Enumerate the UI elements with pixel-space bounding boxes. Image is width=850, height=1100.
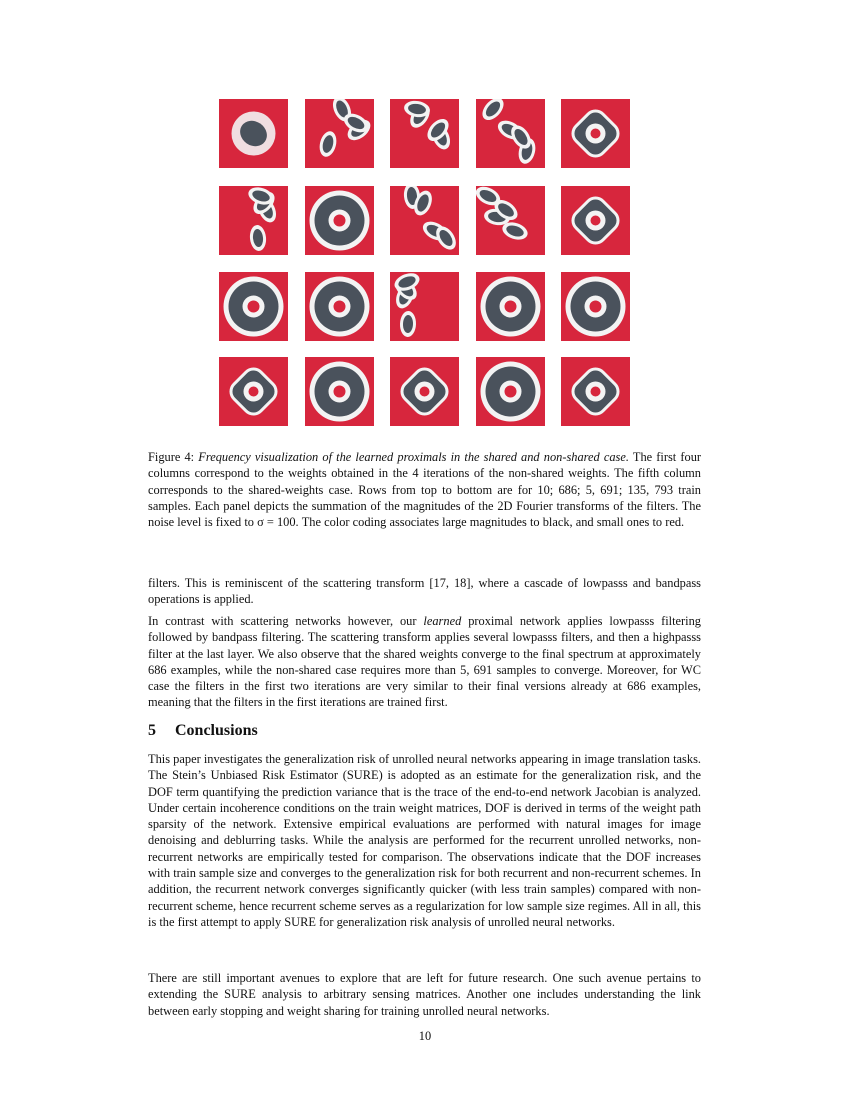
frequency-panel-r1-c4 [476, 99, 545, 168]
section-number: 5 [148, 722, 156, 739]
frequency-panel-r4-c5 [561, 357, 630, 426]
page-number: 10 [418, 1029, 432, 1043]
frequency-panel-r2-c5 [561, 186, 630, 255]
figure-caption [148, 449, 701, 530]
section-heading [148, 722, 258, 740]
caption-body: The first four columns correspond to the weights obtained in the 4 iterations of the non-shared weights. The fifth column corresponds to the shared-weights case. Rows from top to bottom are for 10; 686; 5, 691; 135, 793 train samples. Each panel depicts the summation of the magnitudes of the 2D Fourier transforms of the filters. The noise level is fixed to σ = 100. The color coding associates large magnitudes to black, and small ones to red. [148, 450, 702, 530]
frequency-panel-r2-c4 [476, 186, 545, 255]
paragraph-contrast [148, 613, 701, 711]
frequency-panel-r4-c3 [390, 357, 459, 426]
frequency-panel-r4-c2 [305, 357, 374, 426]
frequency-panel-r2-c3 [390, 186, 459, 255]
frequency-panel-r3-c5 [561, 272, 630, 341]
frequency-panel-r4-c1 [219, 357, 288, 426]
frequency-panel-r2-c1 [219, 186, 288, 255]
caption-title: Frequency visualization of the learned proximals in the shared and non-shared case. [198, 450, 629, 464]
paragraph-contrast-end: proximal network applies lowpasss filtering followed by bandpass filtering. The scattering transform applies several lowpasss filters, and then a highpasss filter at the last layer. We also observe that the shared weights converge to the final spectrum at approximately 686 examples, while the non-shared case requires more than 5, 691 samples to converge. Moreover, for WC case the filters in the first two iterations are very similar to their final versions already at 686 examples, meaning that the filters in the first iterations are trained first. [148, 614, 701, 710]
frequency-panel-r4-c4 [476, 357, 545, 426]
frequency-panel-r2-c2 [305, 186, 374, 255]
frequency-panel-r1-c2 [305, 99, 374, 168]
frequency-panel-r1-c1 [219, 99, 288, 168]
paragraph-scattering: filters. This is reminiscent of the scattering transform [17, 18], where a cascade of lowpasss and bandpass operations is applied. [148, 576, 701, 607]
section-title: Conclusions [175, 722, 258, 739]
frequency-panel-r3-c4 [476, 272, 545, 341]
frequency-panel-r1-c5 [561, 99, 630, 168]
paragraph-conclusions: This paper investigates the generalization risk of unrolled neural networks appearing in image translation tasks. The Stein’s Unbiased Risk Estimator (SURE) is adopted as an estimate for the generalization risk, and the DOF term quantifying the prediction variance that is the trace of the end-to-end network Jacobian is analyzed. Under certain incoherence conditions on the train weight matrices, DOF is derived in terms of the weight path sparsity of the network. Extensive empirical evaluations are performed with natural images for image denoising and deblurring tasks. While the analysis are performed for the recurrent unrolled networks, non-recurrent networks are empirically tested for comparison. The observations indicate that the DOF increases with train sample size and converges to the generalization risk for both recurrent and non-recurrent schemes. In addition, the recurrent network converges significantly quicker (with less train samples) compared with non-recurrent scheme, hence recurrent scheme serves as a regularization for low sample size regimes. All in all, this is the first attempt to apply SURE for generalization risk analysis of unrolled neural networks. [148, 752, 701, 929]
frequency-panel-r3-c1 [219, 272, 288, 341]
caption-label: Figure 4: [148, 450, 195, 464]
paragraph-contrast-start: In contrast with scattering networks however, our [148, 614, 424, 628]
paragraph-contrast-emphasis: learned [423, 614, 462, 628]
frequency-panel-r3-c2 [305, 272, 374, 341]
frequency-panel-r3-c3 [390, 272, 459, 341]
paragraph-future-work: There are still important avenues to explore that are left for future research. One such avenue pertains to extending the SURE analysis to arbitrary sensing matrices. Another one includes understanding the link between early stopping and weight sharing for training unrolled neural networks. [148, 971, 701, 1018]
frequency-panel-r1-c3 [390, 99, 459, 168]
frequency-visualization-figure [219, 99, 632, 442]
